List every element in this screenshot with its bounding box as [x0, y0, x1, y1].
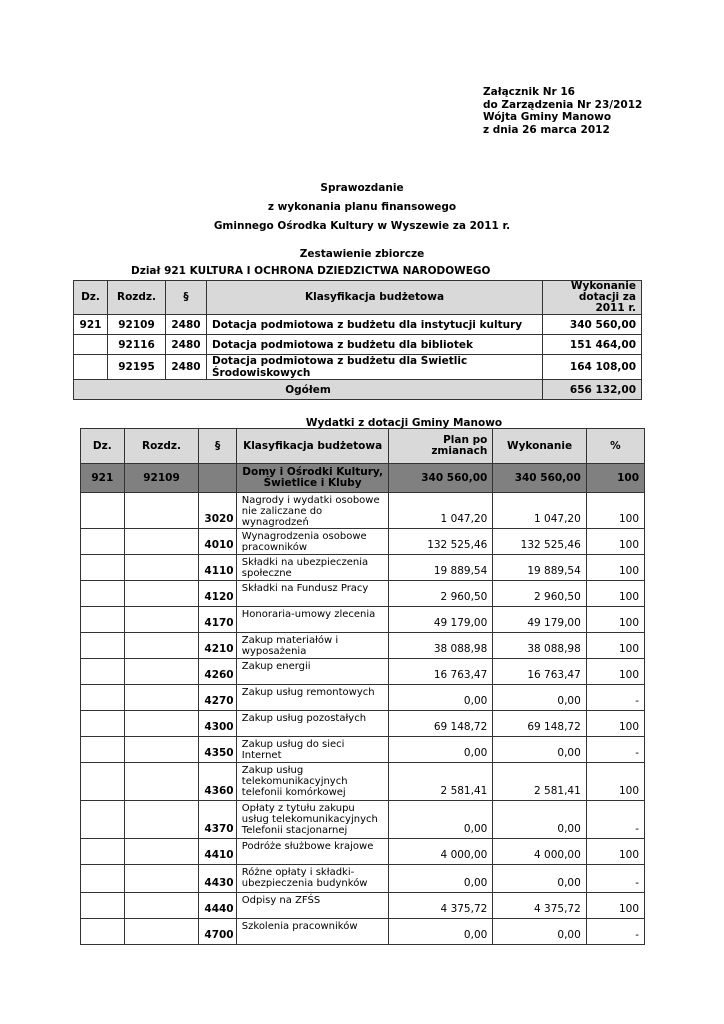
cell-plan: 19 889,54 — [389, 555, 493, 581]
cell-plan: 0,00 — [389, 801, 493, 839]
cell-empty — [124, 919, 199, 945]
spending-row — [81, 633, 645, 659]
cell-rozdz: 92109 — [108, 315, 166, 335]
cell-plan: 4 375,72 — [389, 893, 493, 919]
cell-desc: Składki na Fundusz Pracy — [236, 581, 389, 607]
cell-rozdz: 92116 — [108, 335, 166, 355]
cell-par: 3020 — [199, 493, 236, 529]
cell-pct: - — [586, 865, 644, 893]
cell-empty — [81, 893, 125, 919]
cell-par: 2480 — [166, 335, 207, 355]
cell-done: 0,00 — [493, 737, 586, 763]
cell-empty — [124, 633, 199, 659]
column-header: Dz. — [74, 281, 108, 315]
cell-par: 4270 — [199, 685, 236, 711]
cell-empty — [124, 839, 199, 865]
cell-done: 49 179,00 — [493, 607, 586, 633]
cell-empty — [124, 737, 199, 763]
cell-desc: Zakup usług pozostałych — [236, 711, 389, 737]
spending-row — [81, 685, 645, 711]
cell-plan: 2 581,41 — [389, 763, 493, 801]
annex-line: do Zarządzenia Nr 23/2012 — [483, 98, 643, 111]
cell-par: 4410 — [199, 839, 236, 865]
cell-done: 4 375,72 — [493, 893, 586, 919]
column-header: Wykonanie dotacji za 2011 r. — [543, 281, 642, 315]
cell-empty — [81, 737, 125, 763]
department-line: Dział 921 KULTURA I OCHRONA DZIEDZICTWA NARODOWEGO — [131, 265, 491, 277]
cell-empty — [81, 865, 125, 893]
cell-empty — [124, 607, 199, 633]
total-value: 656 132,00 — [543, 380, 642, 400]
annex-block — [483, 86, 642, 136]
cell-desc: Zakup materiałów i wyposażenia — [236, 633, 389, 659]
column-header: % — [586, 429, 644, 464]
cell-pct: - — [586, 685, 644, 711]
cell-desc: Dotacja podmiotowa z budżetu dla Świetlic Środowiskowych — [207, 355, 543, 380]
cell-done: 340 560,00 — [493, 464, 586, 493]
chapter-row — [81, 464, 645, 493]
cell-empty — [124, 581, 199, 607]
cell-plan: 132 525,46 — [389, 529, 493, 555]
cell-empty — [124, 659, 199, 685]
spending-row — [81, 893, 645, 919]
column-header: § — [199, 429, 236, 464]
cell-empty — [81, 659, 125, 685]
cell-par: 4110 — [199, 555, 236, 581]
summary-row — [74, 315, 642, 335]
cell-pct: 100 — [586, 711, 644, 737]
cell-dz — [74, 355, 108, 380]
cell-pct: 100 — [586, 555, 644, 581]
column-header: Dz. — [81, 429, 125, 464]
cell-plan: 49 179,00 — [389, 607, 493, 633]
cell-rozdz: 92109 — [124, 464, 199, 493]
cell-plan: 1 047,20 — [389, 493, 493, 529]
cell-empty — [81, 633, 125, 659]
cell-plan: 69 148,72 — [389, 711, 493, 737]
cell-empty — [124, 801, 199, 839]
cell-desc: Dotacja podmiotowa z budżetu dla bibliotek — [207, 335, 543, 355]
cell-empty — [81, 529, 125, 555]
cell-par: 4370 — [199, 801, 236, 839]
annex-line: z dnia 26 marca 2012 — [483, 123, 610, 136]
cell-empty — [124, 529, 199, 555]
cell-value: 340 560,00 — [543, 315, 642, 335]
spending-row — [81, 493, 645, 529]
title-line: z wykonania planu finansowego — [267, 201, 457, 213]
column-header: § — [166, 281, 207, 315]
cell-done: 2 960,50 — [493, 581, 586, 607]
cell-done: 2 581,41 — [493, 763, 586, 801]
spending-heading: Wydatki z dotacji Gminy Manowo — [305, 417, 503, 429]
spending-row — [81, 529, 645, 555]
cell-pct: 100 — [586, 607, 644, 633]
cell-desc: Zakup usług remontowych — [236, 685, 389, 711]
spending-row — [81, 581, 645, 607]
cell-desc: Nagrody i wydatki osobowe nie zaliczane do wynagrodzeń — [236, 493, 389, 529]
cell-empty — [124, 763, 199, 801]
cell-par: 4120 — [199, 581, 236, 607]
spending-row — [81, 801, 645, 839]
cell-pct: 100 — [586, 464, 644, 493]
cell-par — [199, 464, 236, 493]
cell-empty — [81, 685, 125, 711]
cell-par: 4260 — [199, 659, 236, 685]
annex-line: Wójta Gminy Manowo — [483, 111, 612, 123]
cell-par: 4430 — [199, 865, 236, 893]
title-line: Gminnego Ośrodka Kultury w Wyszewie za 2011 r. — [213, 220, 511, 232]
cell-dz — [74, 335, 108, 355]
cell-par: 4170 — [199, 607, 236, 633]
summary-header-row — [74, 281, 642, 315]
cell-empty — [124, 493, 199, 529]
cell-empty — [124, 555, 199, 581]
spending-row — [81, 555, 645, 581]
title-line: Sprawozdanie — [320, 182, 404, 194]
cell-done: 0,00 — [493, 685, 586, 711]
cell-desc: Honoraria-umowy zlecenia — [236, 607, 389, 633]
cell-plan: 4 000,00 — [389, 839, 493, 865]
cell-desc: Wynagrodzenia osobowe pracowników — [236, 529, 389, 555]
cell-empty — [81, 919, 125, 945]
cell-plan: 38 088,98 — [389, 633, 493, 659]
cell-desc: Opłaty z tytułu zakupu usług telekomunikacyjnych Telefonii stacjonarnej — [236, 801, 389, 839]
column-header: Rozdz. — [124, 429, 199, 464]
cell-empty — [81, 607, 125, 633]
cell-empty — [81, 555, 125, 581]
cell-desc: Podróże służbowe krajowe — [236, 839, 389, 865]
cell-done: 69 148,72 — [493, 711, 586, 737]
spending-row — [81, 711, 645, 737]
cell-par: 4210 — [199, 633, 236, 659]
spending-header-row — [81, 429, 645, 464]
column-header: Klasyfikacja budżetowa — [207, 281, 543, 315]
cell-plan: 340 560,00 — [389, 464, 493, 493]
cell-empty — [124, 685, 199, 711]
cell-dz: 921 — [74, 315, 108, 335]
cell-empty — [124, 865, 199, 893]
cell-done: 38 088,98 — [493, 633, 586, 659]
cell-par: 4360 — [199, 763, 236, 801]
spending-row — [81, 839, 645, 865]
spending-row — [81, 737, 645, 763]
cell-pct: 100 — [586, 633, 644, 659]
cell-done: 0,00 — [493, 801, 586, 839]
cell-par: 2480 — [166, 355, 207, 380]
cell-done: 4 000,00 — [493, 839, 586, 865]
cell-pct: 100 — [586, 839, 644, 865]
cell-pct: 100 — [586, 763, 644, 801]
cell-empty — [124, 893, 199, 919]
cell-plan: 0,00 — [389, 919, 493, 945]
cell-empty — [81, 801, 125, 839]
cell-desc: Zakup usług telekomunikacyjnych telefonii komórkowej — [236, 763, 389, 801]
cell-pct: - — [586, 801, 644, 839]
cell-pct: 100 — [586, 581, 644, 607]
spending-row — [81, 659, 645, 685]
spending-row — [81, 919, 645, 945]
cell-done: 19 889,54 — [493, 555, 586, 581]
cell-empty — [81, 763, 125, 801]
cell-done: 16 763,47 — [493, 659, 586, 685]
cell-empty — [81, 839, 125, 865]
cell-desc: Różne opłaty i składki-ubezpieczenia budynków — [236, 865, 389, 893]
cell-plan: 16 763,47 — [389, 659, 493, 685]
spending-row — [81, 607, 645, 633]
cell-par: 4300 — [199, 711, 236, 737]
cell-done: 132 525,46 — [493, 529, 586, 555]
cell-par: 2480 — [166, 315, 207, 335]
spending-row — [81, 865, 645, 893]
cell-pct: 100 — [586, 493, 644, 529]
summary-heading: Zestawienie zbiorcze — [299, 248, 425, 260]
cell-plan: 0,00 — [389, 737, 493, 763]
cell-plan: 0,00 — [389, 865, 493, 893]
cell-empty — [124, 711, 199, 737]
summary-table — [73, 280, 642, 400]
report-title — [0, 179, 724, 236]
column-header: Rozdz. — [108, 281, 166, 315]
cell-desc: Zakup usług do sieci Internet — [236, 737, 389, 763]
cell-par: 4350 — [199, 737, 236, 763]
cell-empty — [81, 493, 125, 529]
cell-done: 0,00 — [493, 865, 586, 893]
cell-desc: Szkolenia pracowników — [236, 919, 389, 945]
summary-row — [74, 355, 642, 380]
cell-pct: 100 — [586, 529, 644, 555]
cell-done: 1 047,20 — [493, 493, 586, 529]
cell-plan: 2 960,50 — [389, 581, 493, 607]
cell-empty — [81, 581, 125, 607]
cell-empty — [81, 711, 125, 737]
annex-line: Załącznik Nr 16 — [483, 86, 575, 98]
column-header: Wykonanie — [493, 429, 586, 464]
cell-par: 4700 — [199, 919, 236, 945]
cell-value: 151 464,00 — [543, 335, 642, 355]
cell-desc: Domy i Ośrodki Kultury, Świetlice i Kluby — [236, 464, 389, 493]
column-header: Plan po zmianach — [389, 429, 493, 464]
cell-done: 0,00 — [493, 919, 586, 945]
cell-desc: Odpisy na ZFŚS — [236, 893, 389, 919]
cell-par: 4010 — [199, 529, 236, 555]
spending-table — [80, 428, 645, 945]
cell-dz: 921 — [81, 464, 125, 493]
summary-row — [74, 335, 642, 355]
cell-pct: - — [586, 737, 644, 763]
cell-par: 4440 — [199, 893, 236, 919]
cell-rozdz: 92195 — [108, 355, 166, 380]
spending-row — [81, 763, 645, 801]
cell-pct: 100 — [586, 893, 644, 919]
column-header: Klasyfikacja budżetowa — [236, 429, 389, 464]
cell-pct: 100 — [586, 659, 644, 685]
cell-pct: - — [586, 919, 644, 945]
total-label: Ogółem — [74, 380, 543, 400]
cell-value: 164 108,00 — [543, 355, 642, 380]
cell-desc: Zakup energii — [236, 659, 389, 685]
summary-total-row — [74, 380, 642, 400]
cell-desc: Dotacja podmiotowa z budżetu dla instytucji kultury — [207, 315, 543, 335]
cell-plan: 0,00 — [389, 685, 493, 711]
cell-desc: Składki na ubezpieczenia społeczne — [236, 555, 389, 581]
